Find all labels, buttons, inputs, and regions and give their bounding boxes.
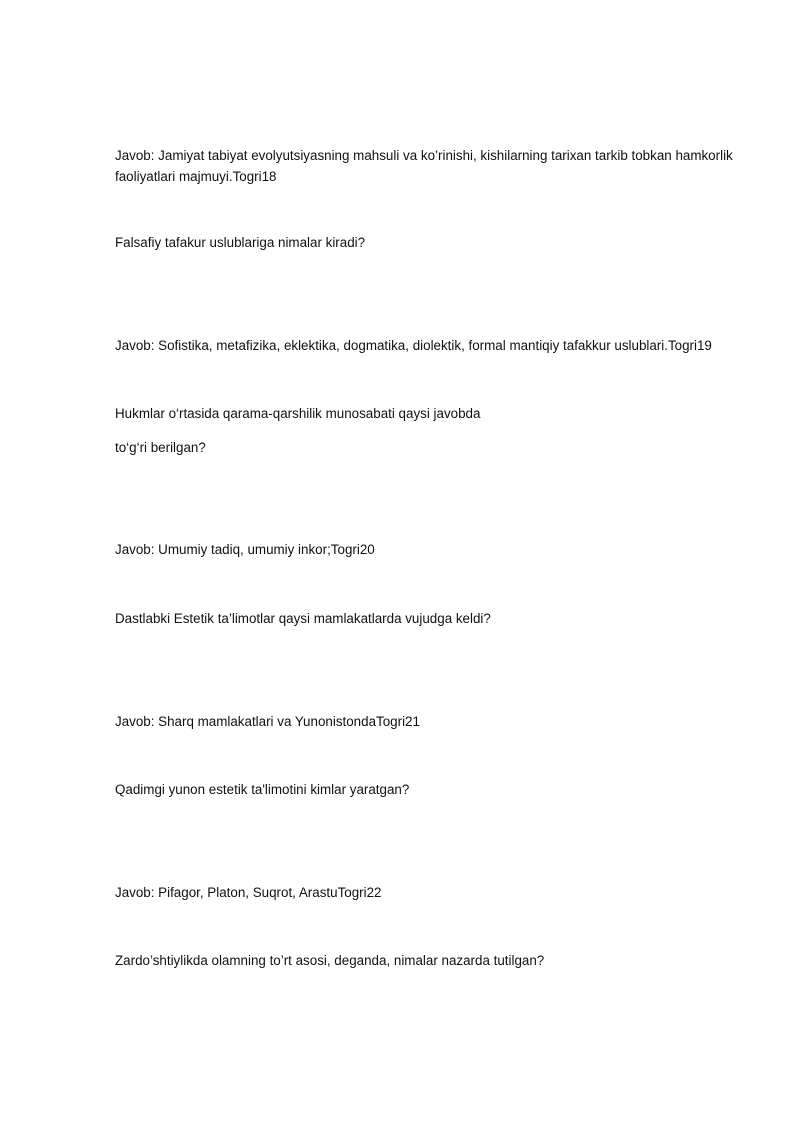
answer-paragraph-21: Javob: Sharq mamlakatlari va YunonistondaTogri21 (115, 714, 420, 729)
question-paragraph-23: Zardo’shtiylikda olamning to’rt asosi, deganda, nimalar nazarda tutilgan? (115, 953, 545, 968)
question-paragraph-20-line-2: to‘g‘ri berilgan? (115, 440, 206, 455)
question-paragraph-21: Dastlabki Estetik ta’limotlar qaysi mamlakatlarda vujudga keldi? (115, 611, 491, 626)
answer-paragraph-20: Javob: Umumiy tadiq, umumiy inkor;Togri20 (115, 542, 375, 557)
question-paragraph-20-line-1: Hukmlar o‘rtasida qarama-qarshilik munosabati qaysi javobda (115, 406, 481, 421)
answer-paragraph-18: Javob: Jamiyat tabiyat evolyutsiyasning mahsuli va ko’rinishi, kishilarning tarixan tarkib tobkan hamkorlik faoliyatlari majmuyi.Togri18 (115, 148, 733, 184)
answer-paragraph-19: Javob: Sofistika, metafizika, eklektika, dogmatika, diolektik, formal mantiqiy tafakkur uslublari.Togri19 (115, 338, 712, 353)
question-paragraph-22: Qadimgi yunon estetik ta'limotini kimlar yaratgan? (115, 782, 410, 797)
question-paragraph-19: Falsafiy tafakur uslublariga nimalar kiradi? (115, 235, 366, 250)
answer-paragraph-22: Javob: Pifagor, Platon, Suqrot, ArastuTogri22 (115, 885, 382, 900)
